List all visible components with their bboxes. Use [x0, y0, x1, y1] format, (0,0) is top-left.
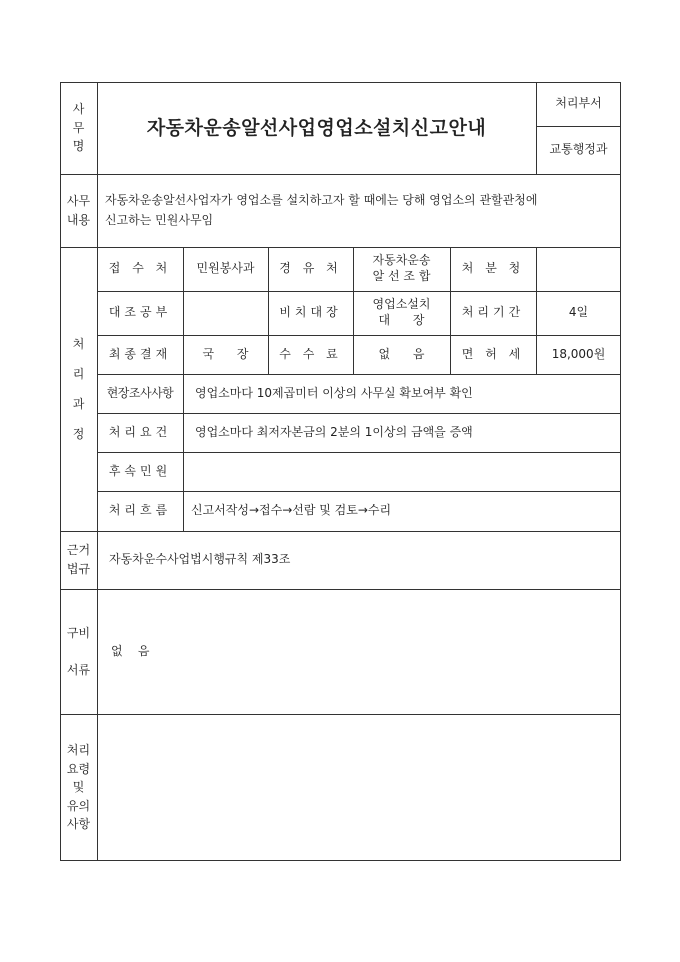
intake-label: 접 수 처	[108, 261, 172, 276]
inspection-label: 현장조사사항	[106, 385, 174, 400]
requirement-value: 영업소마다 최저자본금의 2분의 1이상의 금액을 증액	[195, 424, 473, 439]
register-label: 비치대장	[279, 305, 342, 320]
requirement-label: 처리요건	[108, 424, 172, 439]
dept-value: 교통행정과	[549, 142, 608, 157]
approval-label: 최종결재	[108, 346, 172, 361]
fee-value: 없 음	[378, 346, 425, 361]
dept-label: 처리부서	[555, 96, 602, 111]
law-label: 근거 법규	[66, 543, 91, 576]
flow-label: 처리흐름	[108, 503, 172, 518]
content-label: 사무 내용	[66, 193, 91, 227]
disposal-label: 처 분 청	[461, 261, 525, 276]
page-title: 자동차운송알선사업영업소설치신고안내	[146, 116, 487, 139]
followup-value	[183, 452, 621, 491]
fee-label: 수 수 료	[279, 346, 342, 361]
content-text: 자동차운송알선사업자가 영업소를 설치하고자 할 때에는 당해 영업소의 관할관청에 신고하는 민원사무임	[105, 193, 538, 227]
license-tax-value: 18,000원	[551, 346, 606, 361]
notes-label: 처리 요령 및 유의 사항	[66, 743, 91, 832]
followup-label: 후속민원	[108, 463, 172, 478]
flow-value: 신고서작성→접수→선람 및 검토→수리	[191, 503, 392, 518]
process-label: 처 리 과 정	[72, 336, 85, 441]
notes-value	[97, 714, 621, 861]
via-value: 자동차운송 알 선 조 합	[372, 253, 431, 283]
docs-label: 구비 서류	[66, 625, 91, 677]
intake-value: 민원봉사과	[196, 261, 255, 276]
approval-value: 국 장	[202, 346, 249, 361]
header-label: 사 무 명	[72, 102, 85, 154]
law-value: 자동차운수사업법시행규칙 제33조	[109, 552, 291, 567]
register-value: 영업소설치 대 장	[372, 297, 431, 327]
disposal-value	[536, 247, 621, 291]
ledger-value	[183, 291, 268, 335]
via-label: 경 유 처	[279, 261, 342, 276]
ledger-label: 대조공부	[108, 305, 172, 320]
inspection-value: 영업소마다 10제곱미터 이상의 사무실 확보여부 확인	[195, 385, 473, 400]
license-tax-label: 면 허 세	[461, 346, 525, 361]
period-label: 처리기간	[461, 305, 525, 320]
docs-value: 없 음	[111, 643, 150, 658]
period-value: 4일	[568, 305, 589, 320]
